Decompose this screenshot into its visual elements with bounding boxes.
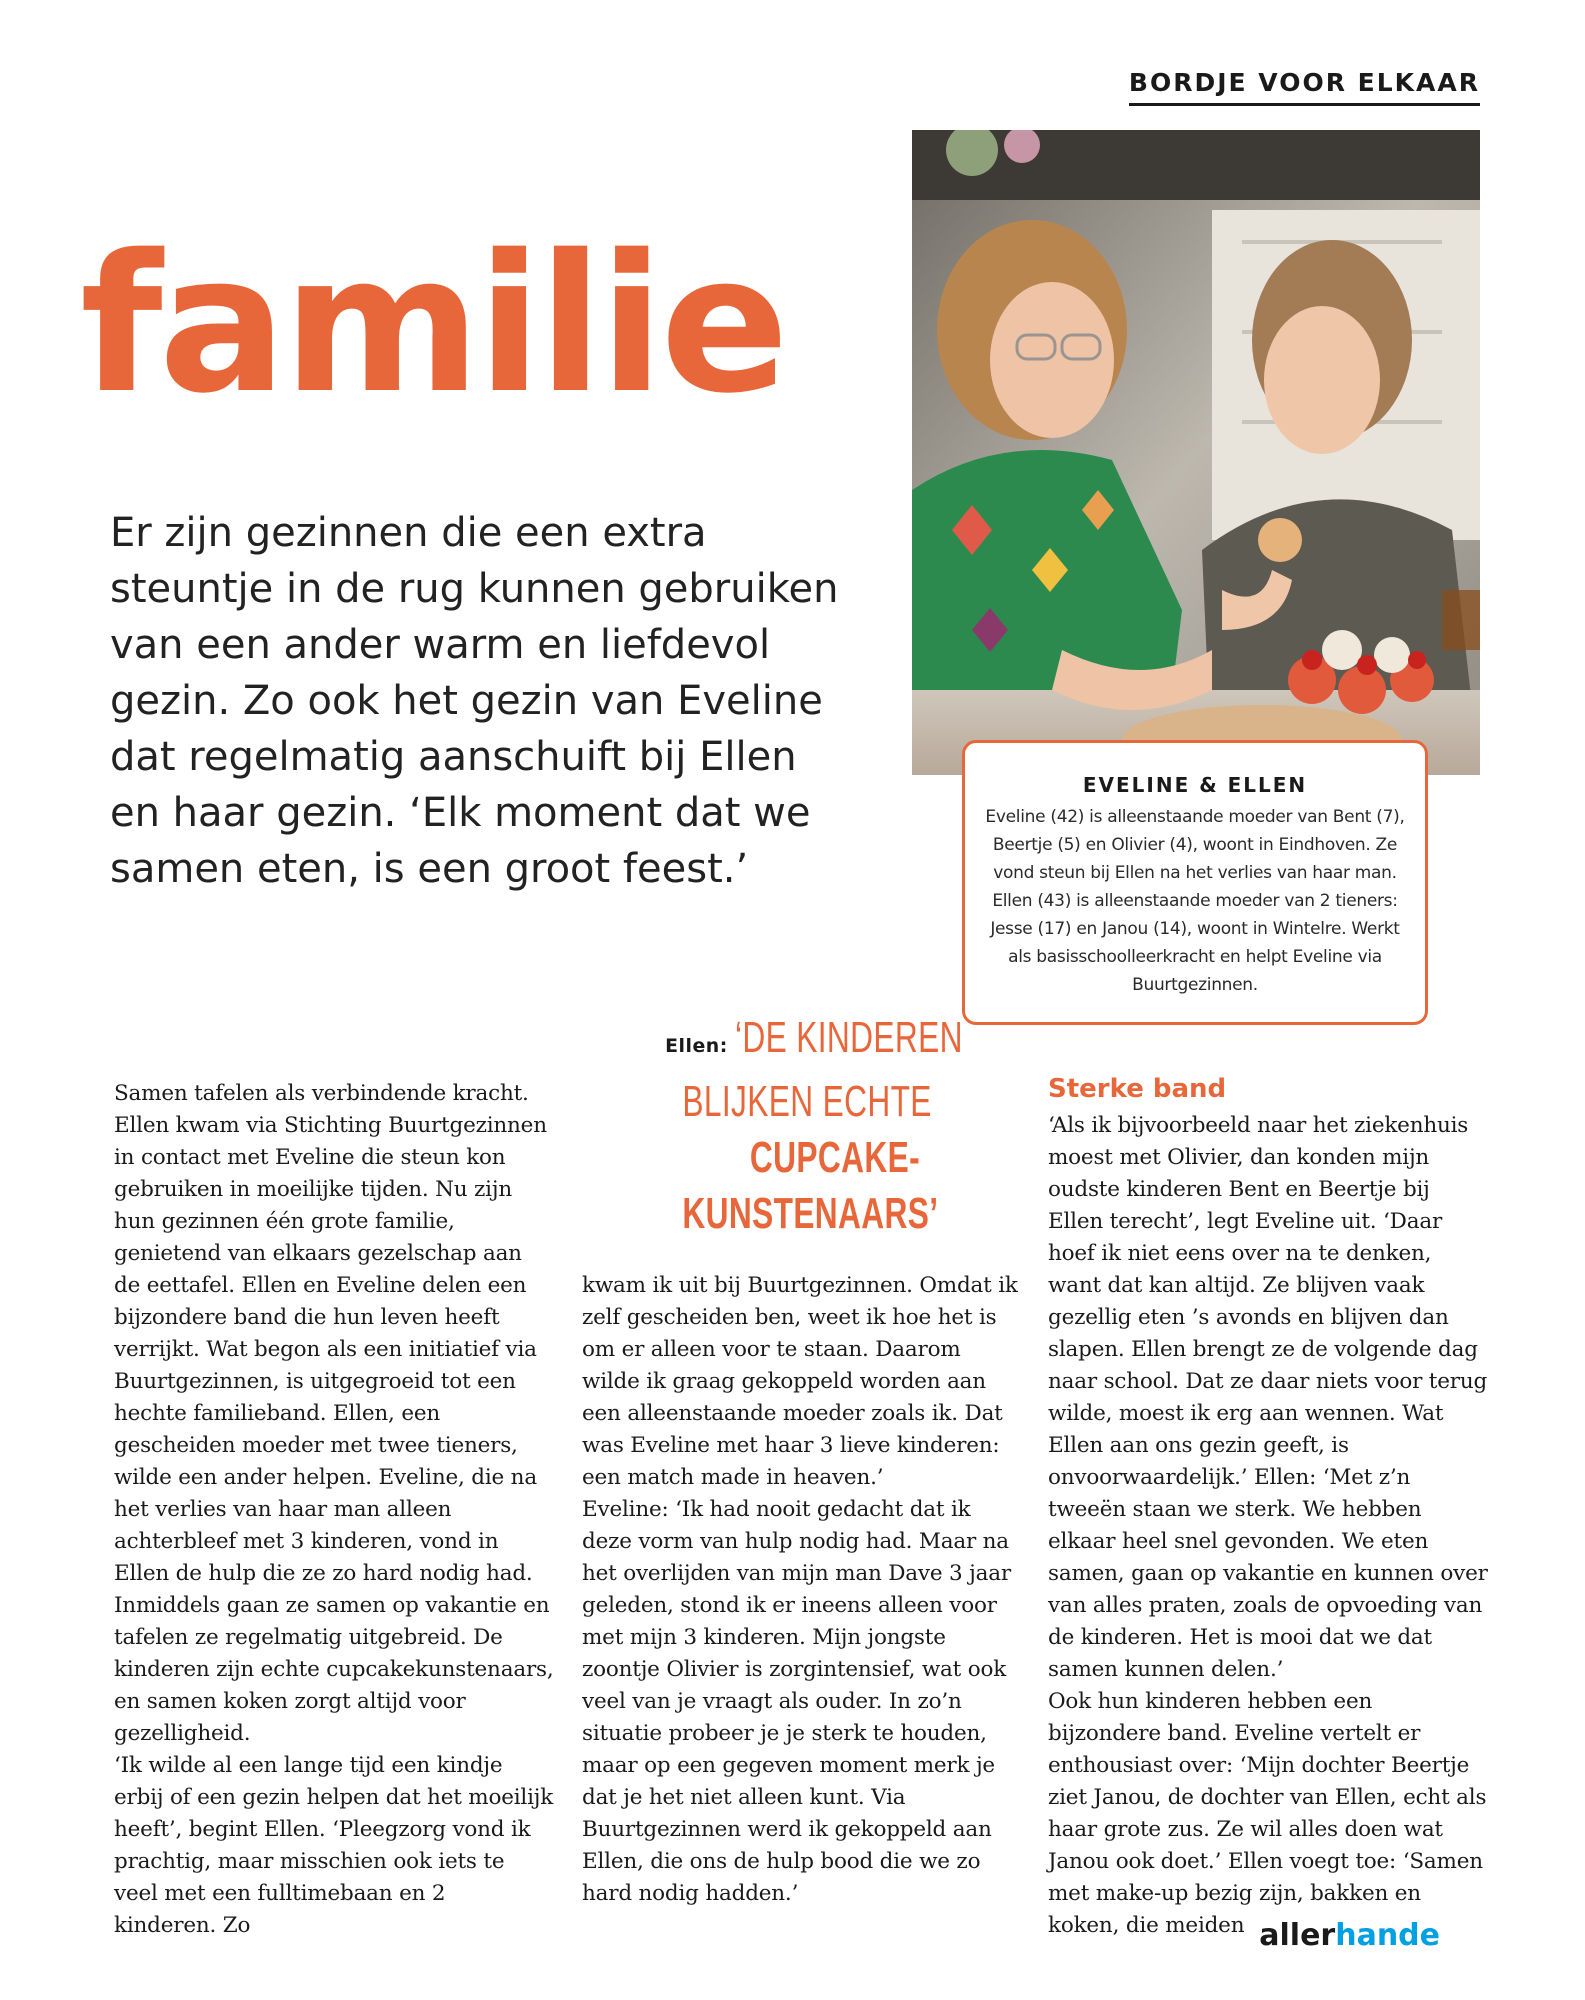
pull-quote-line: KUNSTENAARS’	[682, 1189, 939, 1238]
paragraph: Samen tafelen als verbindende kracht. Ellen kwam via Stichting Buurtgezinnen in contact met Eveline die steun kon gebruiken in moeilijke tijden. Nu zijn hun gezinnen één grote familie, genietend van elkaars gezelschap aan de eettafel. Ellen en Eveline delen een bijzondere band die hun leven heeft verrijkt. Wat begon als een initiatief via Buurtgezinnen, is uitgegroeid tot een hechte familieband. Ellen, een gescheiden moeder met twee tieners, wilde een ander helpen. Eveline, die na het verlies van haar man alleen achterbleef met 3 kinderen, vond in Ellen de hulp die ze zo hard nodig had. Inmiddels gaan ze samen op vakantie en tafelen ze regelmatig uitgebreid. De kinderen zijn echte cupcakekunstenaars, en samen koken zorgt altijd voor gezelligheid.	[114, 1081, 554, 1746]
intro-text: Er zijn gezinnen die een extra steuntje in de rug kunnen gebruiken van een ander warm en liefdevol gezin. Zo ook het gezin van Eveline dat regelmatig aanschuift bij Ellen en haar gezin. ‘Elk moment dat we samen eten, is een groot feest.’	[110, 510, 839, 892]
article-column-2	[582, 1270, 1022, 1910]
section-label: BORDJE VOOR ELKAAR	[1129, 68, 1480, 106]
allerhande-logo	[1259, 1918, 1440, 1953]
article-column-3	[1048, 1110, 1488, 1942]
article-column-1	[114, 1078, 554, 1942]
pull-quote-text: ‘DE KINDEREN	[734, 1013, 963, 1062]
paragraph: ‘Als ik bijvoorbeeld naar het ziekenhuis moest met Olivier, dan konden mijn oudste kinderen Bent en Beertje bij Ellen terecht’, legt Eveline uit. ‘Daar hoef ik niet eens over na te denken, want dat kan altijd. Ze blijven vaak gezellig eten ’s avonds en blijven dan slapen. Ellen brengt ze de volgende dag naar school. Dat ze daar niets voor terug wilde, moest ik erg aan wennen. Wat Ellen aan ons gezin geeft, is onvoorwaardelijk.’ Ellen: ‘Met z’n tweeën staan we sterk. We hebben elkaar heel snel gevonden. We eten samen, gaan op vakantie en kunnen over van alles praten, zoals de opvoeding van de kinderen. Het is mooi dat we dat samen kunnen delen.’	[1048, 1113, 1488, 1682]
pull-quote-line: BLIJKEN ECHTE	[682, 1077, 932, 1126]
pull-quote	[590, 1010, 963, 1242]
caption-box	[962, 740, 1428, 1025]
logo-part: hande	[1335, 1918, 1440, 1953]
subheading: Sterke band	[1048, 1074, 1227, 1104]
caption-title: EVELINE & ELLEN	[1082, 773, 1308, 797]
paragraph: Eveline: ‘Ik had nooit gedacht dat ik deze vorm van hulp nodig had. Maar na het overlijden van mijn man Dave 3 jaar geleden, stond ik er ineens alleen voor met mijn 3 kinderen. Mijn jongste zoontje Olivier is zorgintensief, wat ook veel van je vraagt als ouder. In zo’n situatie probeer je je sterk te houden, maar op een gegeven moment merk je dat je het niet alleen kunt. Via Buurtgezinnen werd ik gekoppeld aan Ellen, die ons de hulp bood die we zo hard nodig hadden.’	[582, 1497, 1011, 1906]
paragraph: kwam ik uit bij Buurtgezinnen. Omdat ik zelf gescheiden ben, weet ik hoe het is om er alleen voor te staan. Daarom wilde ik graag gekoppeld worden aan een alleenstaande moeder zoals ik. Dat was Eveline met haar 3 lieve kinderen: een match made in heaven.’	[582, 1273, 1018, 1490]
logo-part: aller	[1259, 1918, 1336, 1953]
paragraph: ‘Ik wilde al een lange tijd een kindje erbij of een gezin helpen dat het moeilijk heeft’, begint Ellen. ‘Pleegzorg vond ik prachtig, maar misschien ook iets te veel met een fulltimebaan en 2 kinderen. Zo	[114, 1753, 554, 1938]
caption-text: Eveline (42) is alleenstaande moeder van Bent (7), Beertje (5) en Olivier (4), woont in Eindhoven. Ze vond steun bij Ellen na het verlies van haar man. Ellen (43) is alleenstaande moeder van 2 tieners: Jesse (17) en Janou (14), woont in Wintelre. Werkt als basisschoolleerkracht en helpt Eveline via Buurtgezinnen.	[985, 807, 1405, 995]
pull-quote-line: CUPCAKE-	[749, 1133, 920, 1182]
photo-eveline-ellen	[912, 130, 1480, 775]
paragraph: Ook hun kinderen hebben een bijzondere band. Eveline vertelt er enthousiast over: ‘Mijn dochter Beertje ziet Janou, de dochter van Ellen, echt als haar grote zus. Ze wil alles doen wat Janou ook doet.’ Ellen voegt toe: ‘Samen met make-up bezig zijn, bakken en koken, die meiden	[1048, 1689, 1487, 1938]
pull-quote-line	[665, 1010, 963, 1074]
pull-quote-speaker: Ellen:	[665, 1035, 728, 1057]
headline: familie	[80, 214, 786, 435]
